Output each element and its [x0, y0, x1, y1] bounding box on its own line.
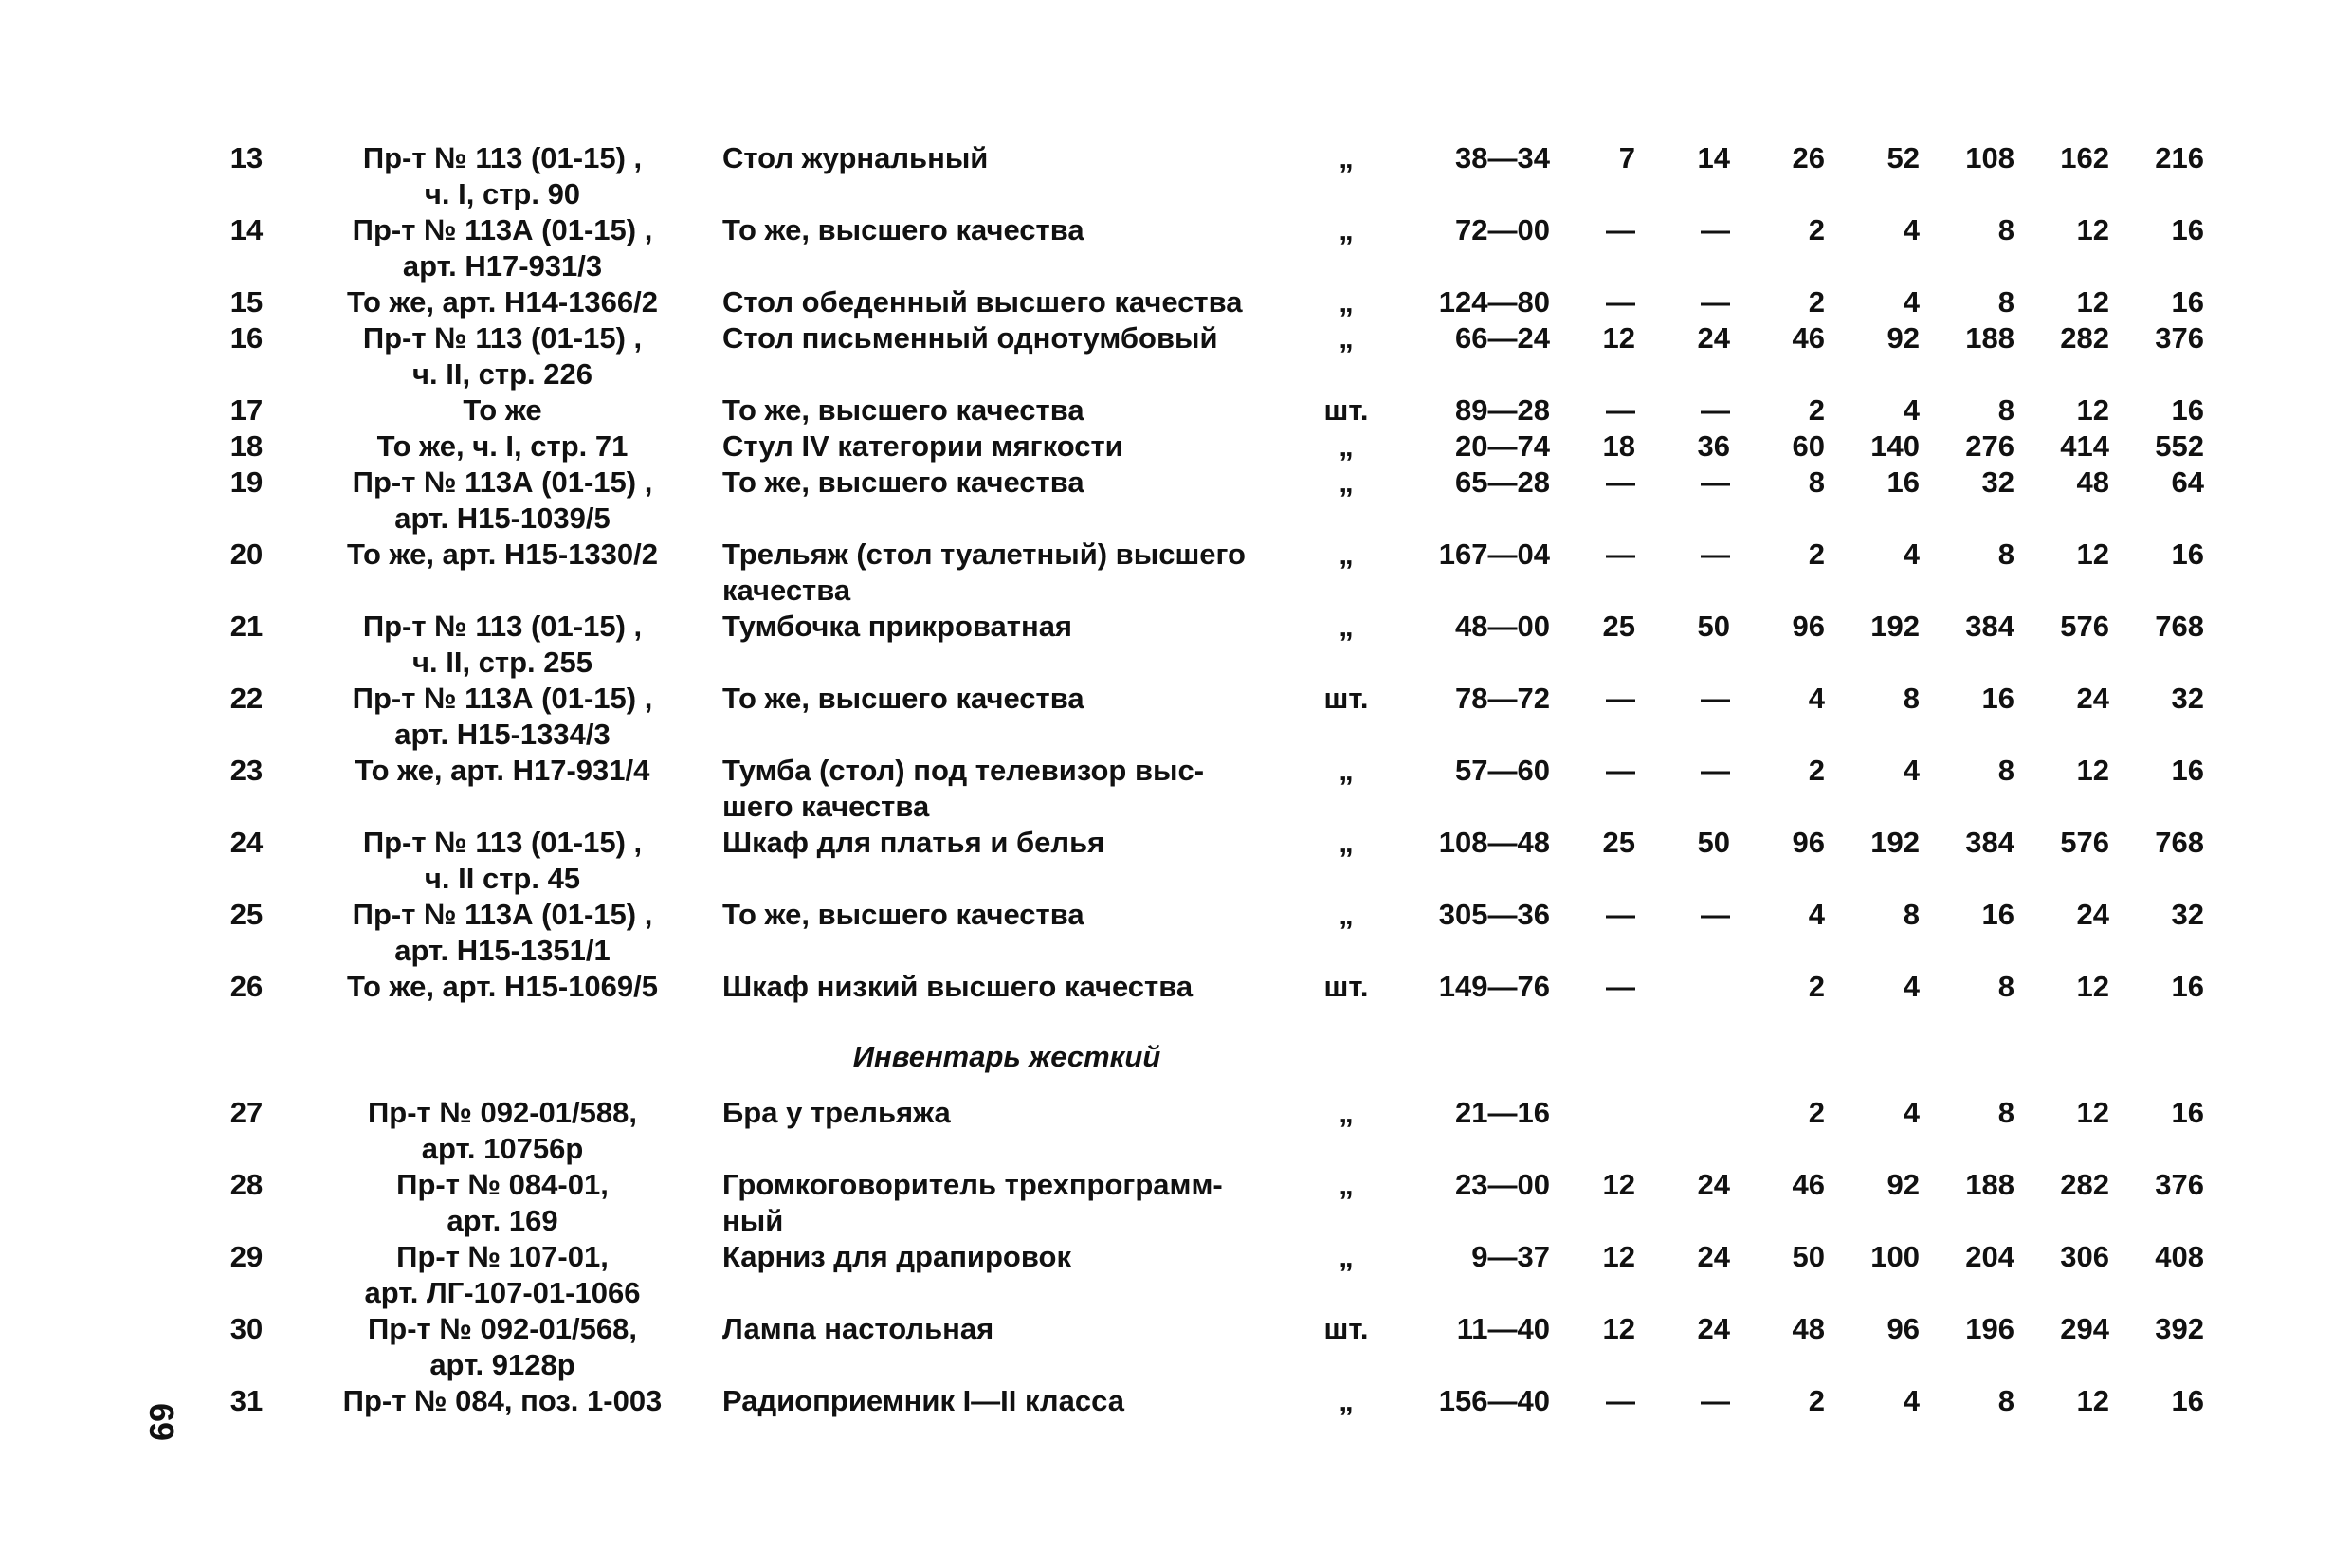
qty-5: 8 [1997, 538, 2014, 571]
row-number: 15 [229, 285, 264, 319]
unit: „ [1339, 754, 1354, 787]
qty-5: 188 [1965, 1168, 2014, 1201]
qty-6: 414 [2060, 429, 2109, 463]
item-name: Шкаф низкий высшего качества [722, 970, 1194, 1003]
qty-4: 16 [1886, 465, 1920, 499]
item-name: Лампа настольная [722, 1312, 994, 1345]
qty-7: 216 [2155, 141, 2204, 174]
qty-7: 32 [2171, 898, 2204, 931]
qty-6: 576 [2060, 826, 2109, 859]
qty-6: 12 [2076, 1096, 2109, 1129]
price: 108—48 [1438, 826, 1550, 859]
qty-4: 92 [1886, 321, 1920, 355]
source-reference: Пр-т № 113А (01-15) , арт. Н17-931/3 [352, 213, 653, 283]
qty-6: 12 [2076, 970, 2109, 1003]
qty-6: 576 [2060, 610, 2109, 643]
qty-5: 8 [1997, 285, 2014, 319]
qty-1: — [1606, 898, 1635, 931]
table-row [0, 609, 2351, 681]
source-reference: Пр-т № 113 (01-15) , ч. II, стр. 226 [362, 321, 643, 391]
row-number: 21 [229, 610, 264, 643]
qty-2: — [1701, 898, 1730, 931]
qty-6: 282 [2060, 321, 2109, 355]
page-number: 69 [142, 1402, 181, 1442]
qty-5: 108 [1965, 141, 2014, 174]
source-reference: Пр-т № 107-01, арт. ЛГ-107-01-1066 [364, 1240, 641, 1309]
qty-4: 92 [1886, 1168, 1920, 1201]
qty-1: 12 [1602, 1240, 1635, 1273]
qty-3: 26 [1792, 141, 1825, 174]
unit: шт. [1323, 1312, 1369, 1345]
qty-1: — [1606, 393, 1635, 427]
qty-5: 8 [1997, 754, 2014, 787]
qty-7: 16 [2171, 285, 2204, 319]
qty-5: 384 [1965, 610, 2014, 643]
qty-4: 140 [1870, 429, 1920, 463]
qty-7: 64 [2171, 465, 2204, 499]
row-number: 26 [229, 970, 264, 1003]
qty-4: 4 [1903, 538, 1920, 571]
qty-6: 294 [2060, 1312, 2109, 1345]
qty-3: 46 [1792, 1168, 1825, 1201]
qty-3: 2 [1808, 1384, 1825, 1417]
table-row [0, 825, 2351, 897]
qty-5: 276 [1965, 429, 2014, 463]
row-number: 31 [229, 1384, 264, 1417]
price: 89—28 [1455, 393, 1550, 427]
qty-2: 14 [1697, 141, 1730, 174]
table-row [0, 465, 2351, 537]
qty-7: 16 [2171, 393, 2204, 427]
qty-1: 18 [1602, 429, 1635, 463]
row-number: 13 [229, 141, 264, 174]
qty-7: 16 [2171, 538, 2204, 571]
source-reference: То же, арт. Н17-931/4 [355, 754, 650, 787]
qty-1: — [1606, 682, 1635, 715]
source-reference: Пр-т № 113 (01-15) , ч. II стр. 45 [362, 826, 643, 895]
qty-4: 4 [1903, 213, 1920, 246]
qty-7: 408 [2155, 1240, 2204, 1273]
table-row [0, 1383, 2351, 1455]
unit: шт. [1323, 682, 1369, 715]
row-number: 17 [229, 393, 264, 427]
price: 124—80 [1438, 285, 1550, 319]
unit: „ [1339, 285, 1354, 319]
qty-5: 384 [1965, 826, 2014, 859]
item-name: Трельяж (стол туалетный) высшего качества [722, 538, 1246, 607]
table-row [0, 1167, 2351, 1239]
price: 57—60 [1455, 754, 1550, 787]
table-row [0, 681, 2351, 753]
table-row [0, 1095, 2351, 1167]
qty-2: — [1701, 213, 1730, 246]
qty-7: 392 [2155, 1312, 2204, 1345]
row-number: 24 [229, 826, 264, 859]
price: 78—72 [1455, 682, 1550, 715]
item-name: То же, высшего качества [722, 898, 1084, 931]
row-number: 27 [229, 1096, 264, 1129]
qty-3: 96 [1792, 610, 1825, 643]
source-reference: Пр-т № 113А (01-15) , арт. Н15-1039/5 [352, 465, 653, 535]
source-reference: Пр-т № 084, поз. 1-003 [342, 1384, 663, 1417]
qty-2: 24 [1697, 1240, 1730, 1273]
qty-1: 25 [1602, 826, 1635, 859]
source-reference: Пр-т № 113А (01-15) , арт. Н15-1351/1 [352, 898, 653, 967]
qty-3: 2 [1808, 393, 1825, 427]
qty-3: 8 [1808, 465, 1825, 499]
qty-1: — [1606, 213, 1635, 246]
qty-5: 8 [1997, 1384, 2014, 1417]
qty-6: 12 [2076, 393, 2109, 427]
row-number: 30 [229, 1312, 264, 1345]
unit: „ [1339, 141, 1354, 174]
qty-2: 50 [1697, 610, 1730, 643]
unit: „ [1339, 1240, 1354, 1273]
qty-2: — [1701, 682, 1730, 715]
price: 66—24 [1455, 321, 1550, 355]
qty-2: — [1701, 465, 1730, 499]
qty-6: 12 [2076, 754, 2109, 787]
unit: „ [1339, 213, 1354, 246]
qty-4: 4 [1903, 393, 1920, 427]
table-row [0, 1239, 2351, 1311]
qty-7: 16 [2171, 1384, 2204, 1417]
price: 21—16 [1455, 1096, 1550, 1129]
qty-6: 162 [2060, 141, 2109, 174]
qty-1: — [1606, 285, 1635, 319]
item-name: Радиоприемник I—II класса [722, 1384, 1124, 1417]
qty-3: 2 [1808, 1096, 1825, 1129]
row-number: 22 [229, 682, 264, 715]
source-reference: Пр-т № 113 (01-15) , ч. II, стр. 255 [362, 610, 643, 679]
item-name: Бра у трельяжа [722, 1096, 951, 1129]
qty-6: 48 [2076, 465, 2109, 499]
item-name: Тумба (стол) под телевизор выс- шего качества [722, 754, 1205, 823]
price: 156—40 [1438, 1384, 1550, 1417]
source-reference: То же, арт. Н15-1069/5 [346, 970, 659, 1003]
table-row [0, 212, 2351, 284]
table-row [0, 537, 2351, 609]
table-row [0, 1311, 2351, 1383]
qty-4: 4 [1903, 285, 1920, 319]
qty-3: 2 [1808, 970, 1825, 1003]
item-name: Стул IV категории мягкости [722, 429, 1123, 463]
qty-1: — [1606, 538, 1635, 571]
qty-4: 8 [1903, 898, 1920, 931]
source-reference: То же, арт. Н14-1366/2 [346, 285, 659, 319]
unit: „ [1339, 321, 1354, 355]
qty-3: 2 [1808, 213, 1825, 246]
row-number: 18 [229, 429, 264, 463]
qty-4: 4 [1903, 754, 1920, 787]
qty-2: 24 [1697, 1312, 1730, 1345]
qty-7: 376 [2155, 321, 2204, 355]
qty-2: — [1701, 393, 1730, 427]
table-row [0, 320, 2351, 392]
unit: „ [1339, 610, 1354, 643]
qty-3: 4 [1808, 682, 1825, 715]
qty-2: 50 [1697, 826, 1730, 859]
qty-3: 60 [1792, 429, 1825, 463]
qty-7: 376 [2155, 1168, 2204, 1201]
item-name: То же, высшего качества [722, 213, 1084, 246]
row-number: 14 [229, 213, 264, 246]
qty-5: 16 [1981, 682, 2014, 715]
item-name: То же, высшего качества [722, 393, 1084, 427]
row-number: 19 [229, 465, 264, 499]
unit: „ [1339, 1168, 1354, 1201]
qty-7: 16 [2171, 1096, 2204, 1129]
qty-6: 24 [2076, 898, 2109, 931]
price: 9—37 [1471, 1240, 1550, 1273]
table-row [0, 897, 2351, 969]
qty-4: 52 [1886, 141, 1920, 174]
qty-6: 12 [2076, 1384, 2109, 1417]
price: 20—74 [1455, 429, 1550, 463]
unit: шт. [1323, 393, 1369, 427]
qty-1: — [1606, 1384, 1635, 1417]
row-number: 25 [229, 898, 264, 931]
row-number: 20 [229, 538, 264, 571]
qty-4: 100 [1870, 1240, 1920, 1273]
item-name: Тумбочка прикроватная [722, 610, 1073, 643]
qty-3: 2 [1808, 285, 1825, 319]
item-name: Громкоговоритель трехпрограмм- ный [722, 1168, 1223, 1237]
qty-2: — [1701, 1384, 1730, 1417]
qty-1: — [1606, 970, 1635, 1003]
qty-4: 96 [1886, 1312, 1920, 1345]
qty-3: 50 [1792, 1240, 1825, 1273]
item-name: Стол обеденный высшего качества [722, 285, 1243, 319]
qty-2: — [1701, 754, 1730, 787]
qty-6: 12 [2076, 538, 2109, 571]
qty-6: 282 [2060, 1168, 2109, 1201]
qty-7: 16 [2171, 970, 2204, 1003]
table-row [0, 969, 2351, 1041]
qty-5: 8 [1997, 213, 2014, 246]
qty-7: 16 [2171, 213, 2204, 246]
qty-5: 16 [1981, 898, 2014, 931]
qty-2: 24 [1697, 1168, 1730, 1201]
price: 65—28 [1455, 465, 1550, 499]
source-reference: Пр-т № 113А (01-15) , арт. Н15-1334/3 [352, 682, 653, 751]
qty-1: 12 [1602, 321, 1635, 355]
qty-6: 12 [2076, 285, 2109, 319]
qty-3: 2 [1808, 754, 1825, 787]
row-number: 28 [229, 1168, 264, 1201]
price: 149—76 [1438, 970, 1550, 1003]
item-name: Стол журнальный [722, 141, 989, 174]
table-row [0, 140, 2351, 212]
qty-5: 32 [1981, 465, 2014, 499]
source-reference: Пр-т № 092-01/568, арт. 9128р [368, 1312, 637, 1381]
price: 167—04 [1438, 538, 1550, 571]
qty-2: — [1701, 285, 1730, 319]
qty-7: 16 [2171, 754, 2204, 787]
qty-6: 24 [2076, 682, 2109, 715]
price: 38—34 [1455, 141, 1550, 174]
price: 23—00 [1455, 1168, 1550, 1201]
qty-4: 4 [1903, 1096, 1920, 1129]
qty-1: 12 [1602, 1312, 1635, 1345]
qty-5: 8 [1997, 393, 2014, 427]
qty-2: 36 [1697, 429, 1730, 463]
qty-1: 25 [1602, 610, 1635, 643]
unit: „ [1339, 1384, 1354, 1417]
source-reference: Пр-т № 084-01, арт. 169 [396, 1168, 609, 1237]
item-name: Стол письменный однотумбовый [722, 321, 1218, 355]
row-number: 23 [229, 754, 264, 787]
qty-5: 196 [1965, 1312, 2014, 1345]
qty-5: 204 [1965, 1240, 2014, 1273]
source-reference: То же, ч. I, стр. 71 [376, 429, 629, 463]
qty-3: 96 [1792, 826, 1825, 859]
qty-7: 768 [2155, 826, 2204, 859]
qty-4: 192 [1870, 826, 1920, 859]
unit: „ [1339, 826, 1354, 859]
qty-2: 24 [1697, 321, 1730, 355]
source-reference: То же, арт. Н15-1330/2 [346, 538, 659, 571]
row-number: 29 [229, 1240, 264, 1273]
qty-6: 306 [2060, 1240, 2109, 1273]
section-title: Инвентарь жесткий [852, 1040, 1161, 1073]
qty-4: 4 [1903, 970, 1920, 1003]
qty-1: 12 [1602, 1168, 1635, 1201]
qty-5: 8 [1997, 1096, 2014, 1129]
unit: „ [1339, 429, 1354, 463]
row-number: 16 [229, 321, 264, 355]
unit: „ [1339, 465, 1354, 499]
source-reference: То же [463, 393, 542, 427]
item-name: То же, высшего качества [722, 465, 1084, 499]
qty-2: — [1701, 538, 1730, 571]
qty-5: 8 [1997, 970, 2014, 1003]
qty-3: 46 [1792, 321, 1825, 355]
item-name: Шкаф для платья и белья [722, 826, 1105, 859]
unit: „ [1339, 538, 1354, 571]
source-reference: Пр-т № 113 (01-15) , ч. I, стр. 90 [362, 141, 643, 210]
qty-1: — [1606, 754, 1635, 787]
qty-7: 552 [2155, 429, 2204, 463]
item-name: То же, высшего качества [722, 682, 1084, 715]
qty-7: 768 [2155, 610, 2204, 643]
qty-3: 2 [1808, 538, 1825, 571]
qty-6: 12 [2076, 213, 2109, 246]
price: 11—40 [1456, 1312, 1550, 1345]
qty-7: 32 [2171, 682, 2204, 715]
qty-5: 188 [1965, 321, 2014, 355]
qty-3: 4 [1808, 898, 1825, 931]
qty-4: 192 [1870, 610, 1920, 643]
qty-4: 8 [1903, 682, 1920, 715]
qty-3: 48 [1792, 1312, 1825, 1345]
unit: „ [1339, 898, 1354, 931]
price: 72—00 [1455, 213, 1550, 246]
source-reference: Пр-т № 092-01/588, арт. 10756р [368, 1096, 637, 1165]
qty-4: 4 [1903, 1384, 1920, 1417]
qty-1: — [1606, 465, 1635, 499]
qty-1: 7 [1618, 141, 1635, 174]
unit: шт. [1323, 970, 1369, 1003]
price: 305—36 [1438, 898, 1550, 931]
unit: „ [1339, 1096, 1354, 1129]
table-row [0, 753, 2351, 825]
price: 48—00 [1455, 610, 1550, 643]
item-name: Карниз для драпировок [722, 1240, 1071, 1273]
